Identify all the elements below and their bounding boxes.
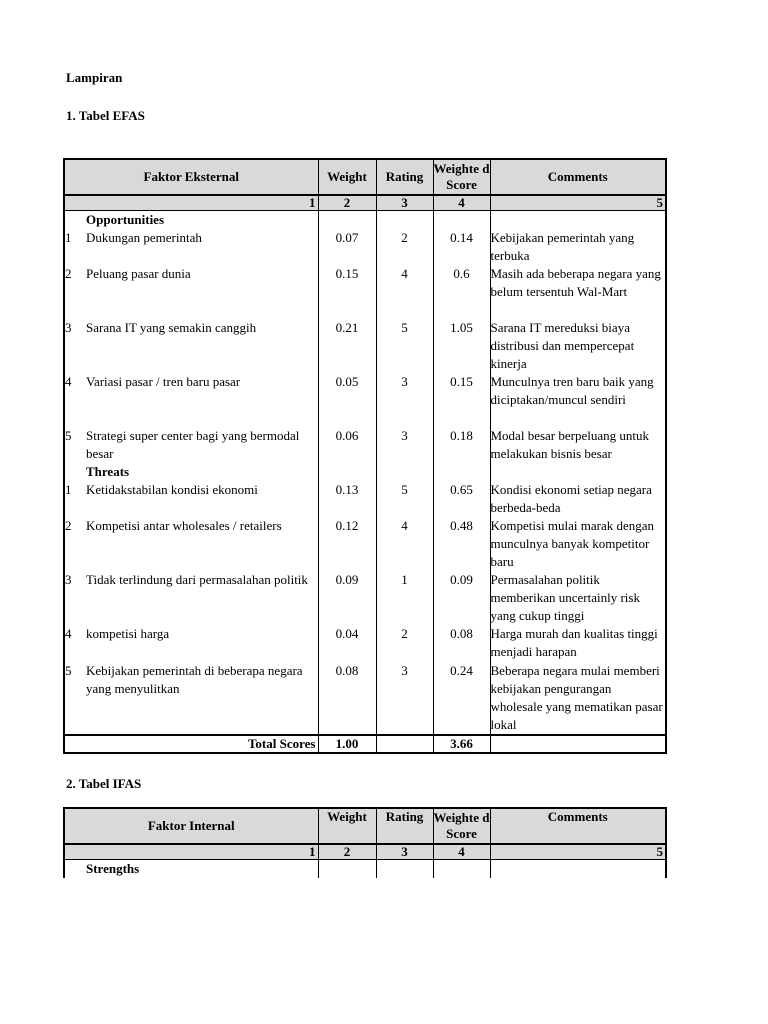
comment-cell: Munculnya tren baru baik yang diciptakan/muncul sendiri bbox=[490, 373, 666, 427]
comment-cell: Sarana IT mereduksi biaya distribusi dan mempercepat kinerja bbox=[490, 319, 666, 373]
row-number: 5 bbox=[65, 428, 72, 443]
table-row bbox=[64, 625, 666, 662]
factor-cell: kompetisi harga bbox=[86, 625, 318, 662]
efas-title: 1. Tabel EFAS bbox=[66, 108, 145, 123]
row-number: 2 bbox=[65, 518, 72, 533]
row-number bbox=[64, 463, 86, 481]
table-row bbox=[64, 229, 666, 265]
row-number: 1 bbox=[65, 482, 72, 497]
weight-cell: 0.06 bbox=[318, 427, 376, 463]
factor-cell: Sarana IT yang semakin canggih bbox=[86, 319, 318, 373]
rating-cell: 2 bbox=[376, 229, 433, 265]
category-opportunities: Opportunities bbox=[86, 211, 318, 230]
empty-cell bbox=[433, 463, 490, 481]
weight-cell: 0.05 bbox=[318, 373, 376, 427]
rating-cell: 4 bbox=[376, 265, 433, 319]
ifas-empty-cell bbox=[318, 860, 376, 879]
total-label: Total Scores bbox=[64, 735, 318, 753]
ifas-title: 2. Tabel IFAS bbox=[66, 776, 142, 791]
rating-cell: 1 bbox=[376, 571, 433, 625]
ifas-col-number: 5 bbox=[490, 844, 666, 860]
comment-cell: Beberapa negara mulai memberi kebijakan pengurangan wholesale yang mematikan pasar lokal bbox=[490, 662, 666, 735]
score-cell: 0.65 bbox=[433, 481, 490, 517]
rating-cell: 2 bbox=[376, 625, 433, 662]
rating-cell: 3 bbox=[376, 373, 433, 427]
rating-cell: 3 bbox=[376, 427, 433, 463]
weight-cell: 0.08 bbox=[318, 662, 376, 735]
score-cell: 0.08 bbox=[433, 625, 490, 662]
factor-cell: Kebijakan pemerintah di beberapa negara yang menyulitkan bbox=[86, 662, 318, 735]
header-factor: Faktor Eksternal bbox=[64, 159, 318, 195]
row-number: 4 bbox=[65, 374, 72, 389]
row-number bbox=[64, 211, 86, 230]
table-row bbox=[64, 373, 666, 427]
comment-cell: Kompetisi mulai marak dengan munculnya banyak kompetitor baru bbox=[490, 517, 666, 571]
score-cell: 0.48 bbox=[433, 517, 490, 571]
table-row bbox=[64, 319, 666, 373]
factor-cell: Strategi super center bagi yang bermodal besar bbox=[86, 427, 318, 463]
ifas-header-comments: Comments bbox=[490, 808, 666, 844]
ifas-header-weight: Weight bbox=[318, 808, 376, 844]
weight-cell: 0.09 bbox=[318, 571, 376, 625]
rating-cell: 5 bbox=[376, 481, 433, 517]
weight-cell: 0.13 bbox=[318, 481, 376, 517]
table-row bbox=[64, 427, 666, 463]
efas-table bbox=[63, 158, 667, 754]
weight-cell: 0.12 bbox=[318, 517, 376, 571]
row-number: 2 bbox=[65, 266, 72, 281]
weight-cell: 0.04 bbox=[318, 625, 376, 662]
factor-cell: Tidak terlindung dari permasalahan politik bbox=[86, 571, 318, 625]
weight-cell: 0.21 bbox=[318, 319, 376, 373]
page-title: Lampiran bbox=[66, 70, 123, 85]
comment-cell: Kondisi ekonomi setiap negara berbeda-beda bbox=[490, 481, 666, 517]
score-cell: 1.05 bbox=[433, 319, 490, 373]
total-weight: 1.00 bbox=[318, 735, 376, 753]
weight-cell: 0.15 bbox=[318, 265, 376, 319]
ifas-table bbox=[63, 807, 667, 878]
ifas-empty-cell bbox=[376, 860, 433, 879]
row-number: 5 bbox=[65, 663, 72, 678]
comment-cell: Modal besar berpeluang untuk melakukan bisnis besar bbox=[490, 427, 666, 463]
empty-cell bbox=[318, 211, 376, 230]
score-cell: 0.14 bbox=[433, 229, 490, 265]
ifas-header-weighted-score: Weighte d Score bbox=[433, 808, 490, 844]
empty-cell bbox=[433, 211, 490, 230]
factor-cell: Kompetisi antar wholesales / retailers bbox=[86, 517, 318, 571]
comment-cell: Masih ada beberapa negara yang belum tersentuh Wal-Mart bbox=[490, 265, 666, 319]
total-comment bbox=[490, 735, 666, 753]
col-number: 1 bbox=[64, 195, 318, 211]
table-row bbox=[64, 517, 666, 571]
row-number: 3 bbox=[65, 572, 72, 587]
empty-cell bbox=[490, 211, 666, 230]
empty-cell bbox=[318, 463, 376, 481]
row-number: 4 bbox=[65, 626, 72, 641]
ifas-header-rating: Rating bbox=[376, 808, 433, 844]
comment-cell: Kebijakan pemerintah yang terbuka bbox=[490, 229, 666, 265]
score-cell: 0.6 bbox=[433, 265, 490, 319]
header-weighted-score: Weighte d Score bbox=[433, 159, 490, 195]
table-row bbox=[64, 571, 666, 625]
row-number: 1 bbox=[65, 230, 72, 245]
ifas-header-factor: Faktor Internal bbox=[64, 808, 318, 844]
ifas-empty-cell bbox=[490, 860, 666, 879]
col-number: 2 bbox=[318, 195, 376, 211]
col-number: 4 bbox=[433, 195, 490, 211]
comment-cell: Permasalahan politik memberikan uncertainly risk yang cukup tinggi bbox=[490, 571, 666, 625]
header-comments: Comments bbox=[490, 159, 666, 195]
table-row bbox=[64, 265, 666, 319]
total-rating bbox=[376, 735, 433, 753]
score-cell: 0.24 bbox=[433, 662, 490, 735]
comment-cell: Harga murah dan kualitas tinggi menjadi harapan bbox=[490, 625, 666, 662]
ifas-empty-cell bbox=[433, 860, 490, 879]
rating-cell: 5 bbox=[376, 319, 433, 373]
weight-cell: 0.07 bbox=[318, 229, 376, 265]
total-score: 3.66 bbox=[433, 735, 490, 753]
table-row bbox=[64, 481, 666, 517]
row-number: 3 bbox=[65, 320, 72, 335]
category-strengths: Strengths bbox=[86, 860, 318, 879]
score-cell: 0.15 bbox=[433, 373, 490, 427]
score-cell: 0.09 bbox=[433, 571, 490, 625]
empty-cell bbox=[376, 211, 433, 230]
empty-cell bbox=[376, 463, 433, 481]
factor-cell: Variasi pasar / tren baru pasar bbox=[86, 373, 318, 427]
category-threats: Threats bbox=[86, 463, 318, 481]
header-rating: Rating bbox=[376, 159, 433, 195]
rating-cell: 4 bbox=[376, 517, 433, 571]
col-number: 3 bbox=[376, 195, 433, 211]
ifas-empty-cell bbox=[64, 860, 86, 879]
header-weight: Weight bbox=[318, 159, 376, 195]
ifas-col-number: 3 bbox=[376, 844, 433, 860]
score-cell: 0.18 bbox=[433, 427, 490, 463]
table-row bbox=[64, 662, 666, 735]
factor-cell: Ketidakstabilan kondisi ekonomi bbox=[86, 481, 318, 517]
ifas-col-number: 2 bbox=[318, 844, 376, 860]
empty-cell bbox=[490, 463, 666, 481]
rating-cell: 3 bbox=[376, 662, 433, 735]
factor-cell: Peluang pasar dunia bbox=[86, 265, 318, 319]
col-number: 5 bbox=[490, 195, 666, 211]
ifas-col-number: 1 bbox=[64, 844, 318, 860]
factor-cell: Dukungan pemerintah bbox=[86, 229, 318, 265]
ifas-col-number: 4 bbox=[433, 844, 490, 860]
